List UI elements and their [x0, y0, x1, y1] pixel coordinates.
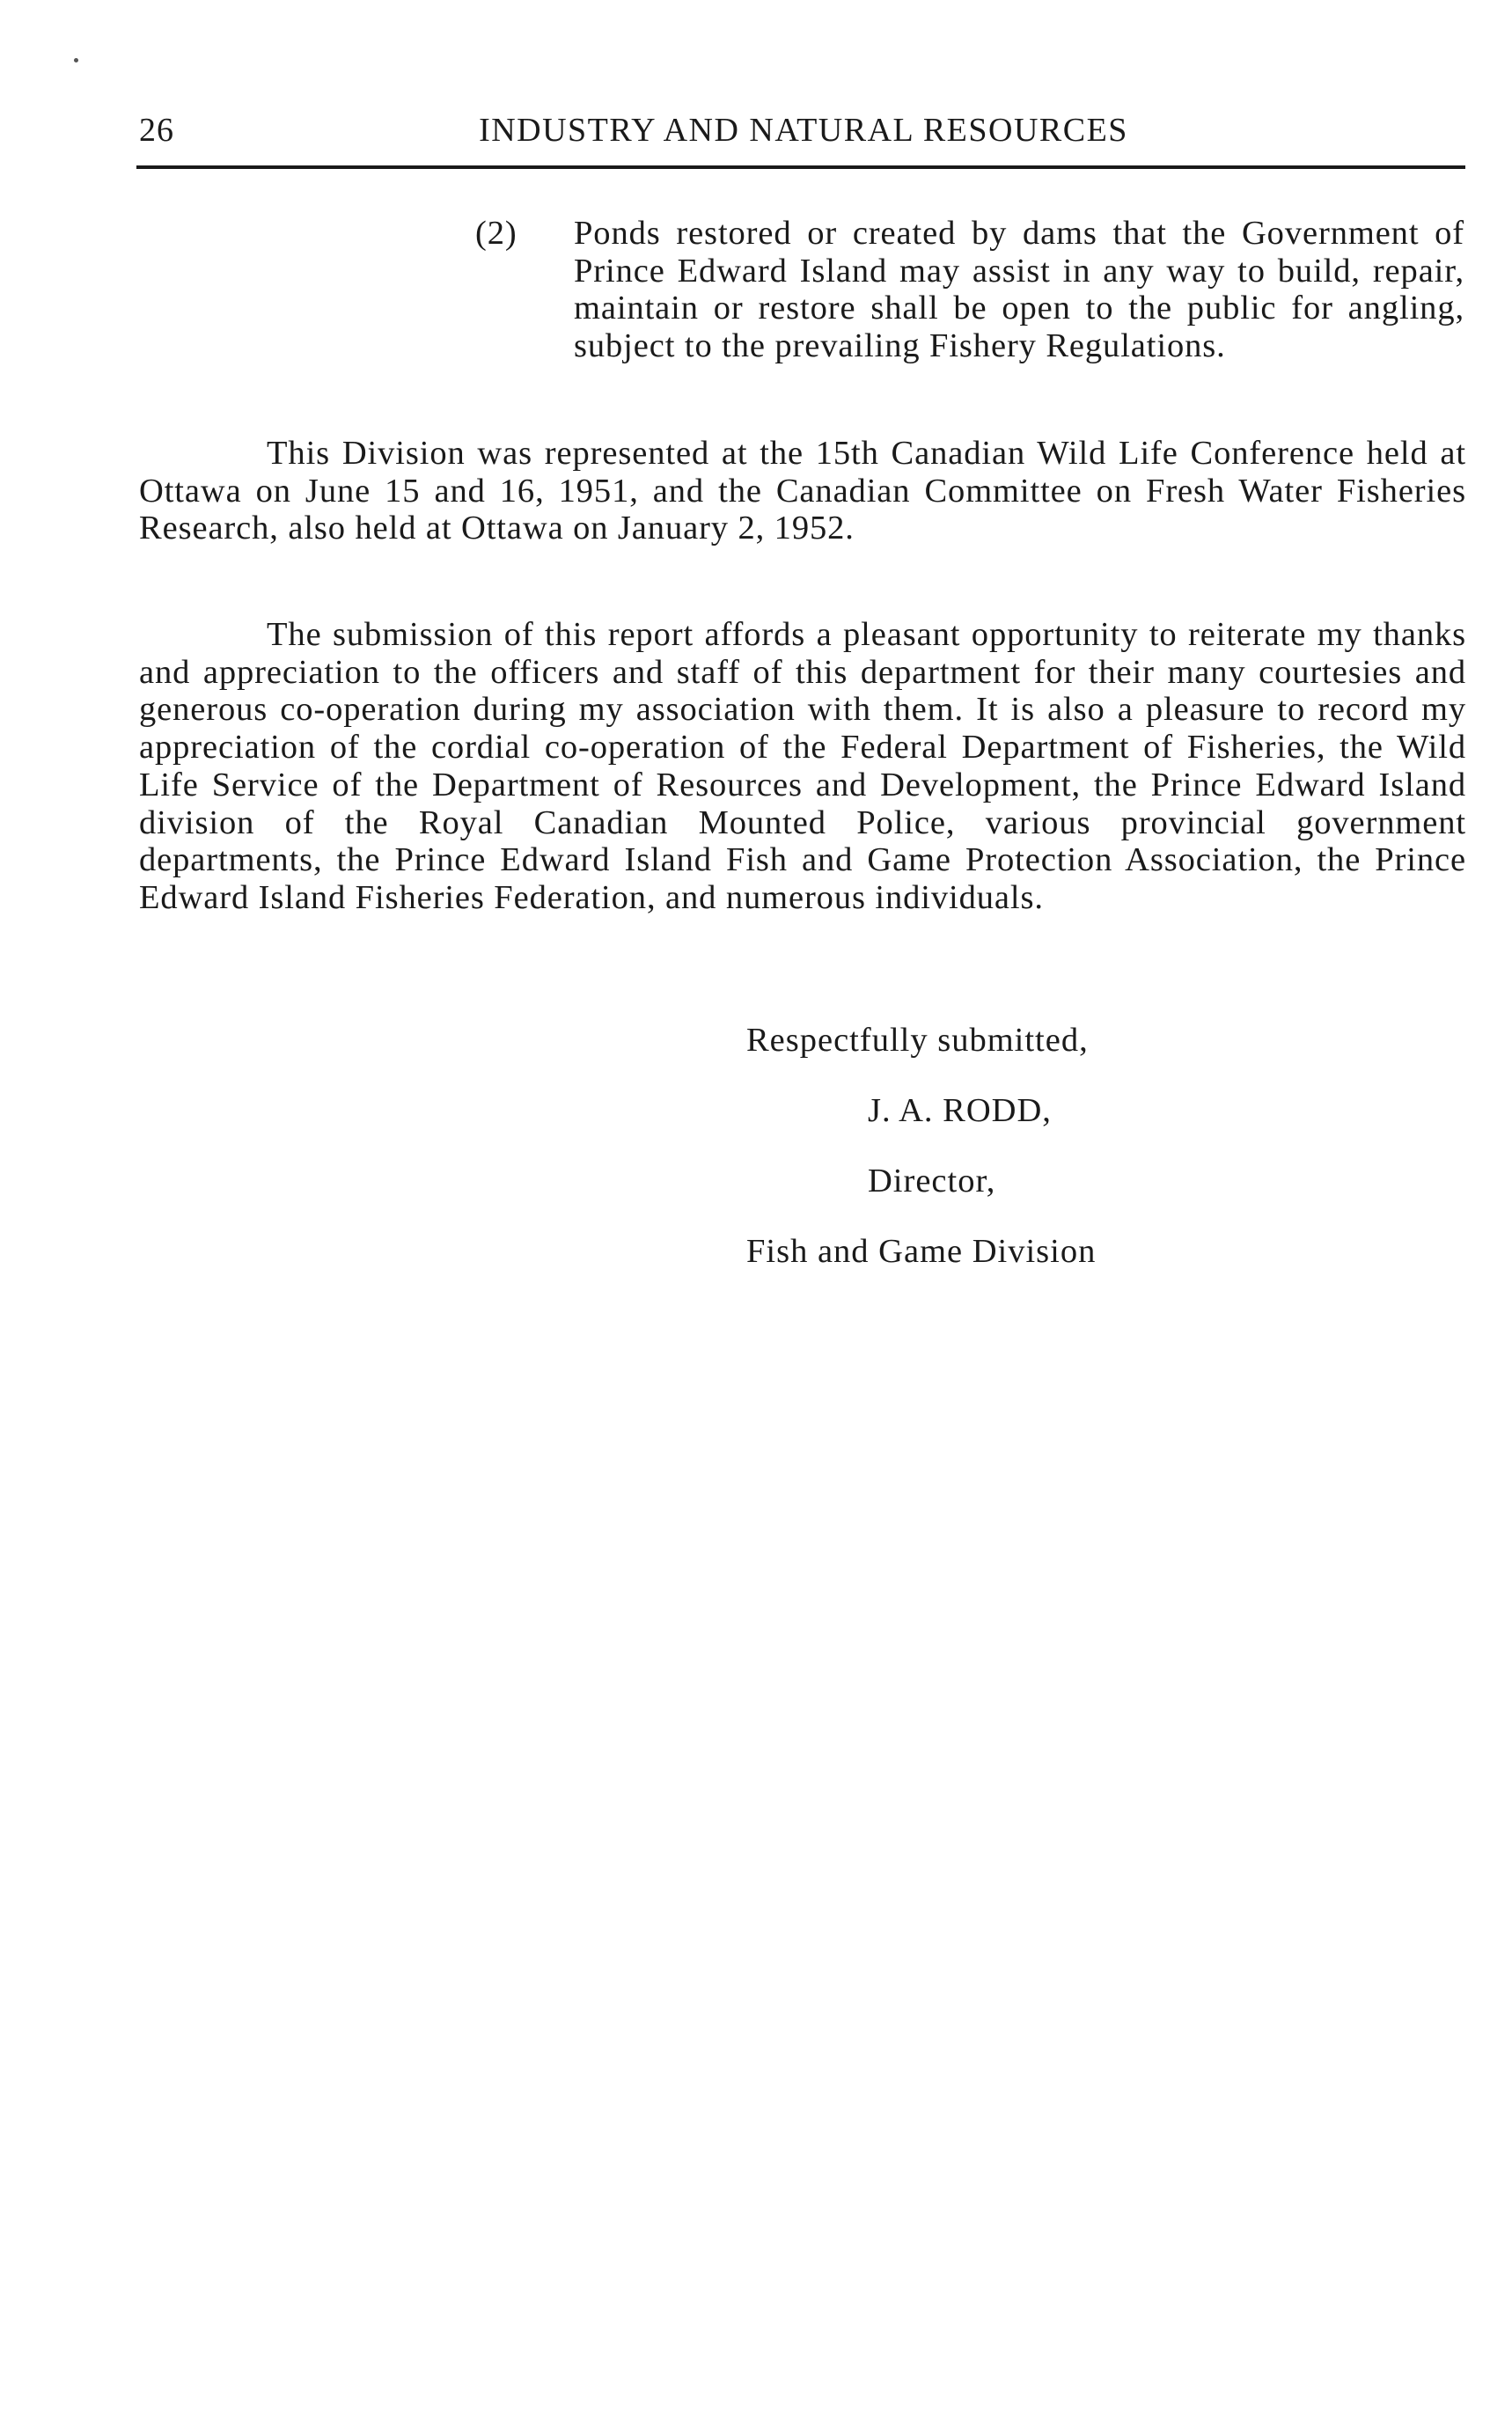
signature-title: Director,: [868, 1163, 996, 1199]
signature-name: J. A. RODD,: [868, 1092, 1052, 1129]
numbered-item: [475, 215, 1470, 365]
item-number: (2): [475, 215, 517, 252]
item-text: Ponds restored or created by dams that the Government of Prince Edward Island may assist in any way to build, repair, maintain or restore shall be open to the public for angling, subject to the prevailing Fishery Regulations.: [574, 215, 1464, 365]
page-header: [139, 104, 1468, 157]
running-title: INDUSTRY AND NATURAL RESOURCES: [479, 112, 1128, 149]
paragraph-acknowledgements: The submission of this report affords a pleasant opportunity to reiterate my thanks and appreciation to the officers and staff of this department for their many courtesies and generous co-operation during my association with them. It is also a pleasure to record my appreciation of the cordial co-operation of the Federal Department of Fisheries, the Wild Life Service of the Department of Resources and Development, the Prince Edward Island division of the Royal Canadian Mounted Police, various provincial government departments, the Prince Edward Island Fish and Game Protection Association, the Prince Edward Island Fisheries Federation, and numerous individuals.: [139, 616, 1466, 916]
page-number: 26: [139, 112, 174, 149]
header-rule: [136, 165, 1465, 169]
signature-closing: Respectfully submitted,: [746, 1022, 1089, 1059]
scan-speck: [74, 58, 78, 62]
paragraph-conference: This Division was represented at the 15th Canadian Wild Life Conference held at Ottawa on June 15 and 16, 1951, and the Canadian Committee on Fresh Water Fisheries Research, also held at Ottawa on January 2, 1952.: [139, 435, 1466, 547]
signature-division: Fish and Game Division: [746, 1233, 1097, 1270]
